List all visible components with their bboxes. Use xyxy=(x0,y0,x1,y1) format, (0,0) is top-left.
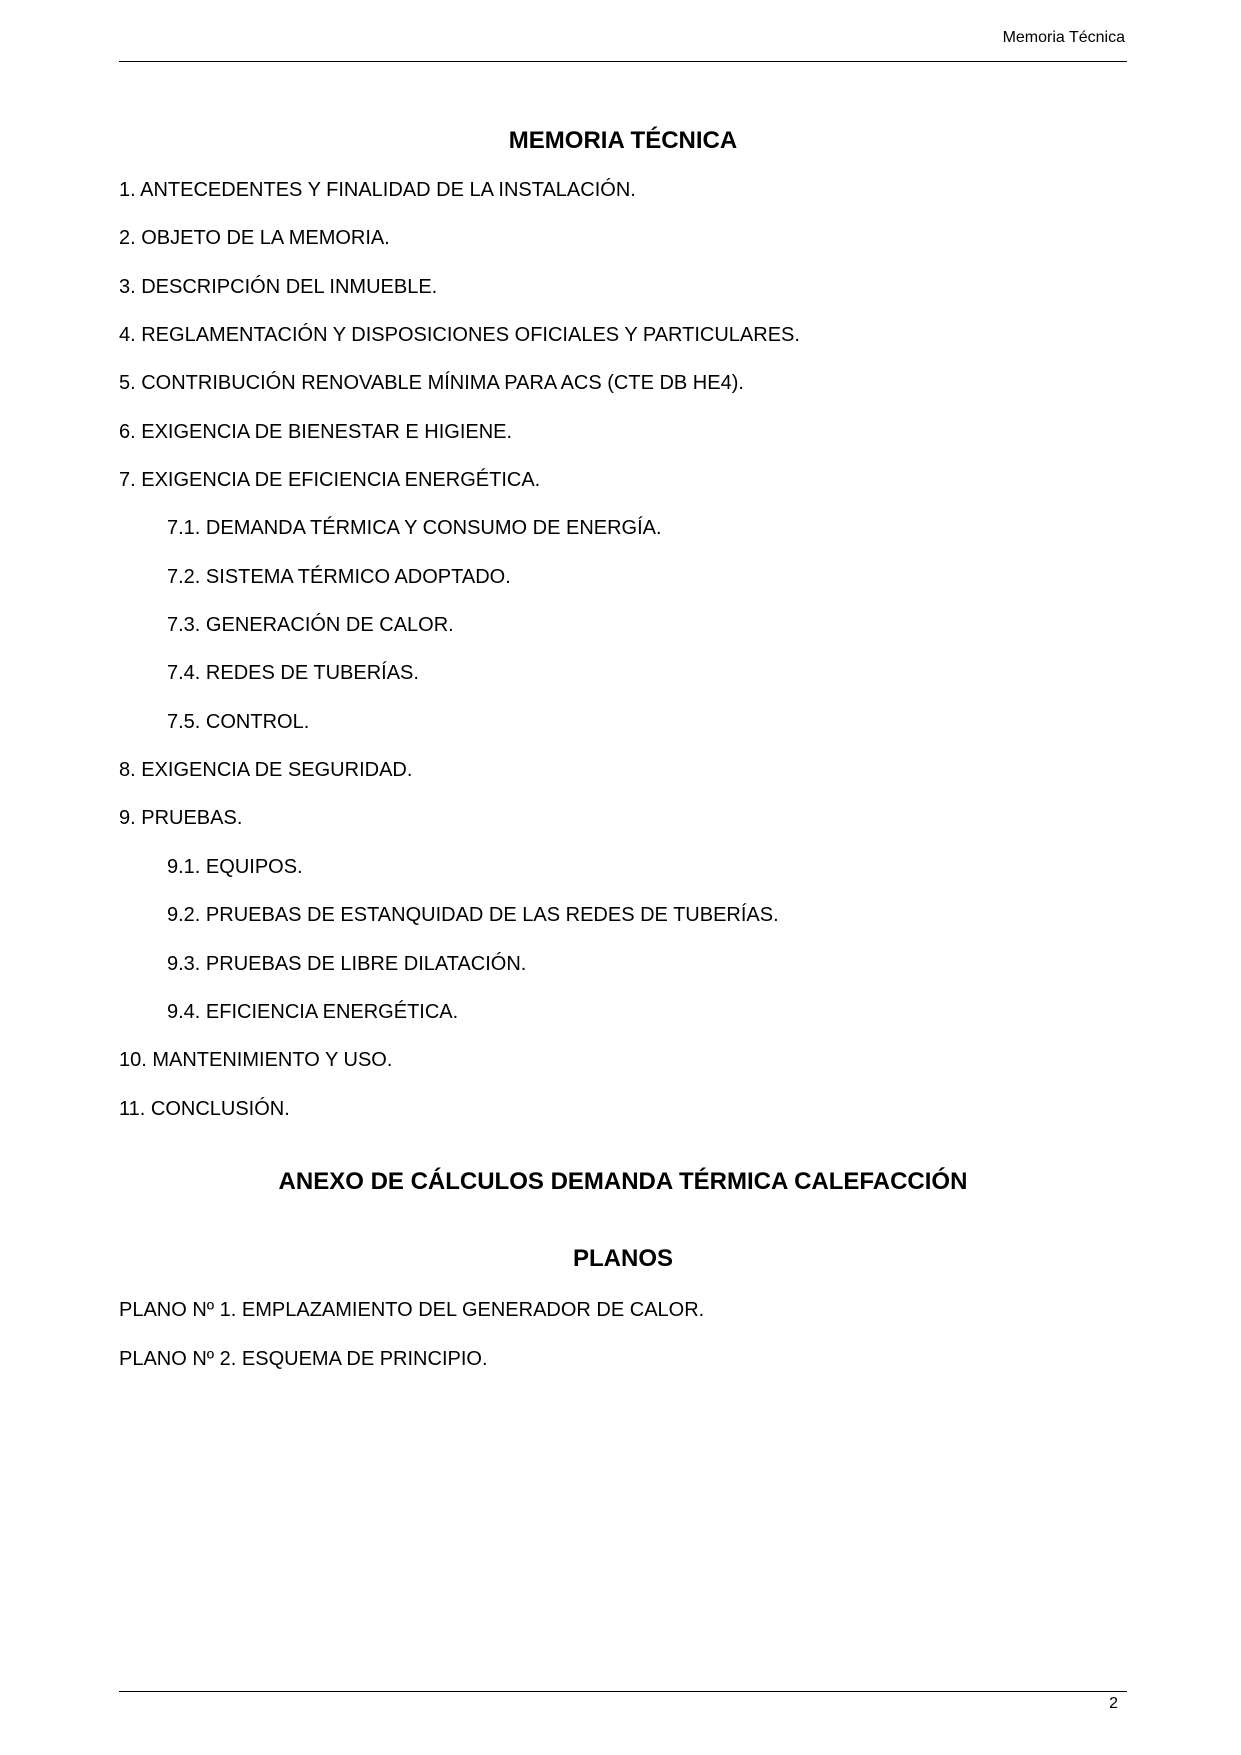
table-of-contents xyxy=(119,176,800,1143)
planos-list xyxy=(119,1296,704,1393)
footer-rule xyxy=(119,1691,1127,1692)
toc-subitem: 7.3. GENERACIÓN DE CALOR. xyxy=(167,614,454,637)
annex-heading: ANEXO DE CÁLCULOS DEMANDA TÉRMICA CALEFACCIÓN xyxy=(278,1168,968,1195)
page-title: MEMORIA TÉCNICA xyxy=(508,127,738,154)
planos-heading: PLANOS xyxy=(572,1245,673,1272)
toc-subitem: 7.2. SISTEMA TÉRMICO ADOPTADO. xyxy=(167,565,511,588)
toc-subitem: 9.1. EQUIPOS. xyxy=(167,855,303,878)
plano-item: PLANO Nº 2. ESQUEMA DE PRINCIPIO. xyxy=(119,1347,488,1370)
toc-item: 8. EXIGENCIA DE SEGURIDAD. xyxy=(119,759,413,782)
toc-subitem: 7.5. CONTROL. xyxy=(167,710,310,733)
toc-item: 10. MANTENIMIENTO Y USO. xyxy=(119,1049,393,1072)
toc-item: 11. CONCLUSIÓN. xyxy=(119,1097,290,1120)
toc-item: 6. EXIGENCIA DE BIENESTAR E HIGIENE. xyxy=(119,420,513,443)
toc-subitem: 9.3. PRUEBAS DE LIBRE DILATACIÓN. xyxy=(167,952,527,975)
toc-subitem: 7.4. REDES DE TUBERÍAS. xyxy=(167,662,419,685)
toc-item: 3. DESCRIPCIÓN DEL INMUEBLE. xyxy=(119,275,438,298)
toc-item: 7. EXIGENCIA DE EFICIENCIA ENERGÉTICA. xyxy=(119,469,541,492)
toc-subitem: 9.2. PRUEBAS DE ESTANQUIDAD DE LAS REDES DE TUBERÍAS. xyxy=(167,904,779,927)
running-header: Memoria Técnica xyxy=(1002,29,1125,46)
toc-subitem: 7.1. DEMANDA TÉRMICA Y CONSUMO DE ENERGÍA. xyxy=(167,517,662,540)
header-rule xyxy=(119,61,1127,62)
toc-item: 2. OBJETO DE LA MEMORIA. xyxy=(119,227,390,250)
plano-item: PLANO Nº 1. EMPLAZAMIENTO DEL GENERADOR DE CALOR. xyxy=(119,1299,705,1321)
toc-item: 5. CONTRIBUCIÓN RENOVABLE MÍNIMA PARA ACS (CTE DB HE4). xyxy=(119,372,744,395)
toc-item: 4. REGLAMENTACIÓN Y DISPOSICIONES OFICIALES Y PARTICULARES. xyxy=(119,324,800,347)
toc-item: 9. PRUEBAS. xyxy=(119,807,243,830)
page-number: 2 xyxy=(1109,1695,1118,1712)
toc-item: 1. ANTECEDENTES Y FINALIDAD DE LA INSTALACIÓN. xyxy=(119,179,636,201)
toc-subitem: 9.4. EFICIENCIA ENERGÉTICA. xyxy=(167,1000,459,1023)
